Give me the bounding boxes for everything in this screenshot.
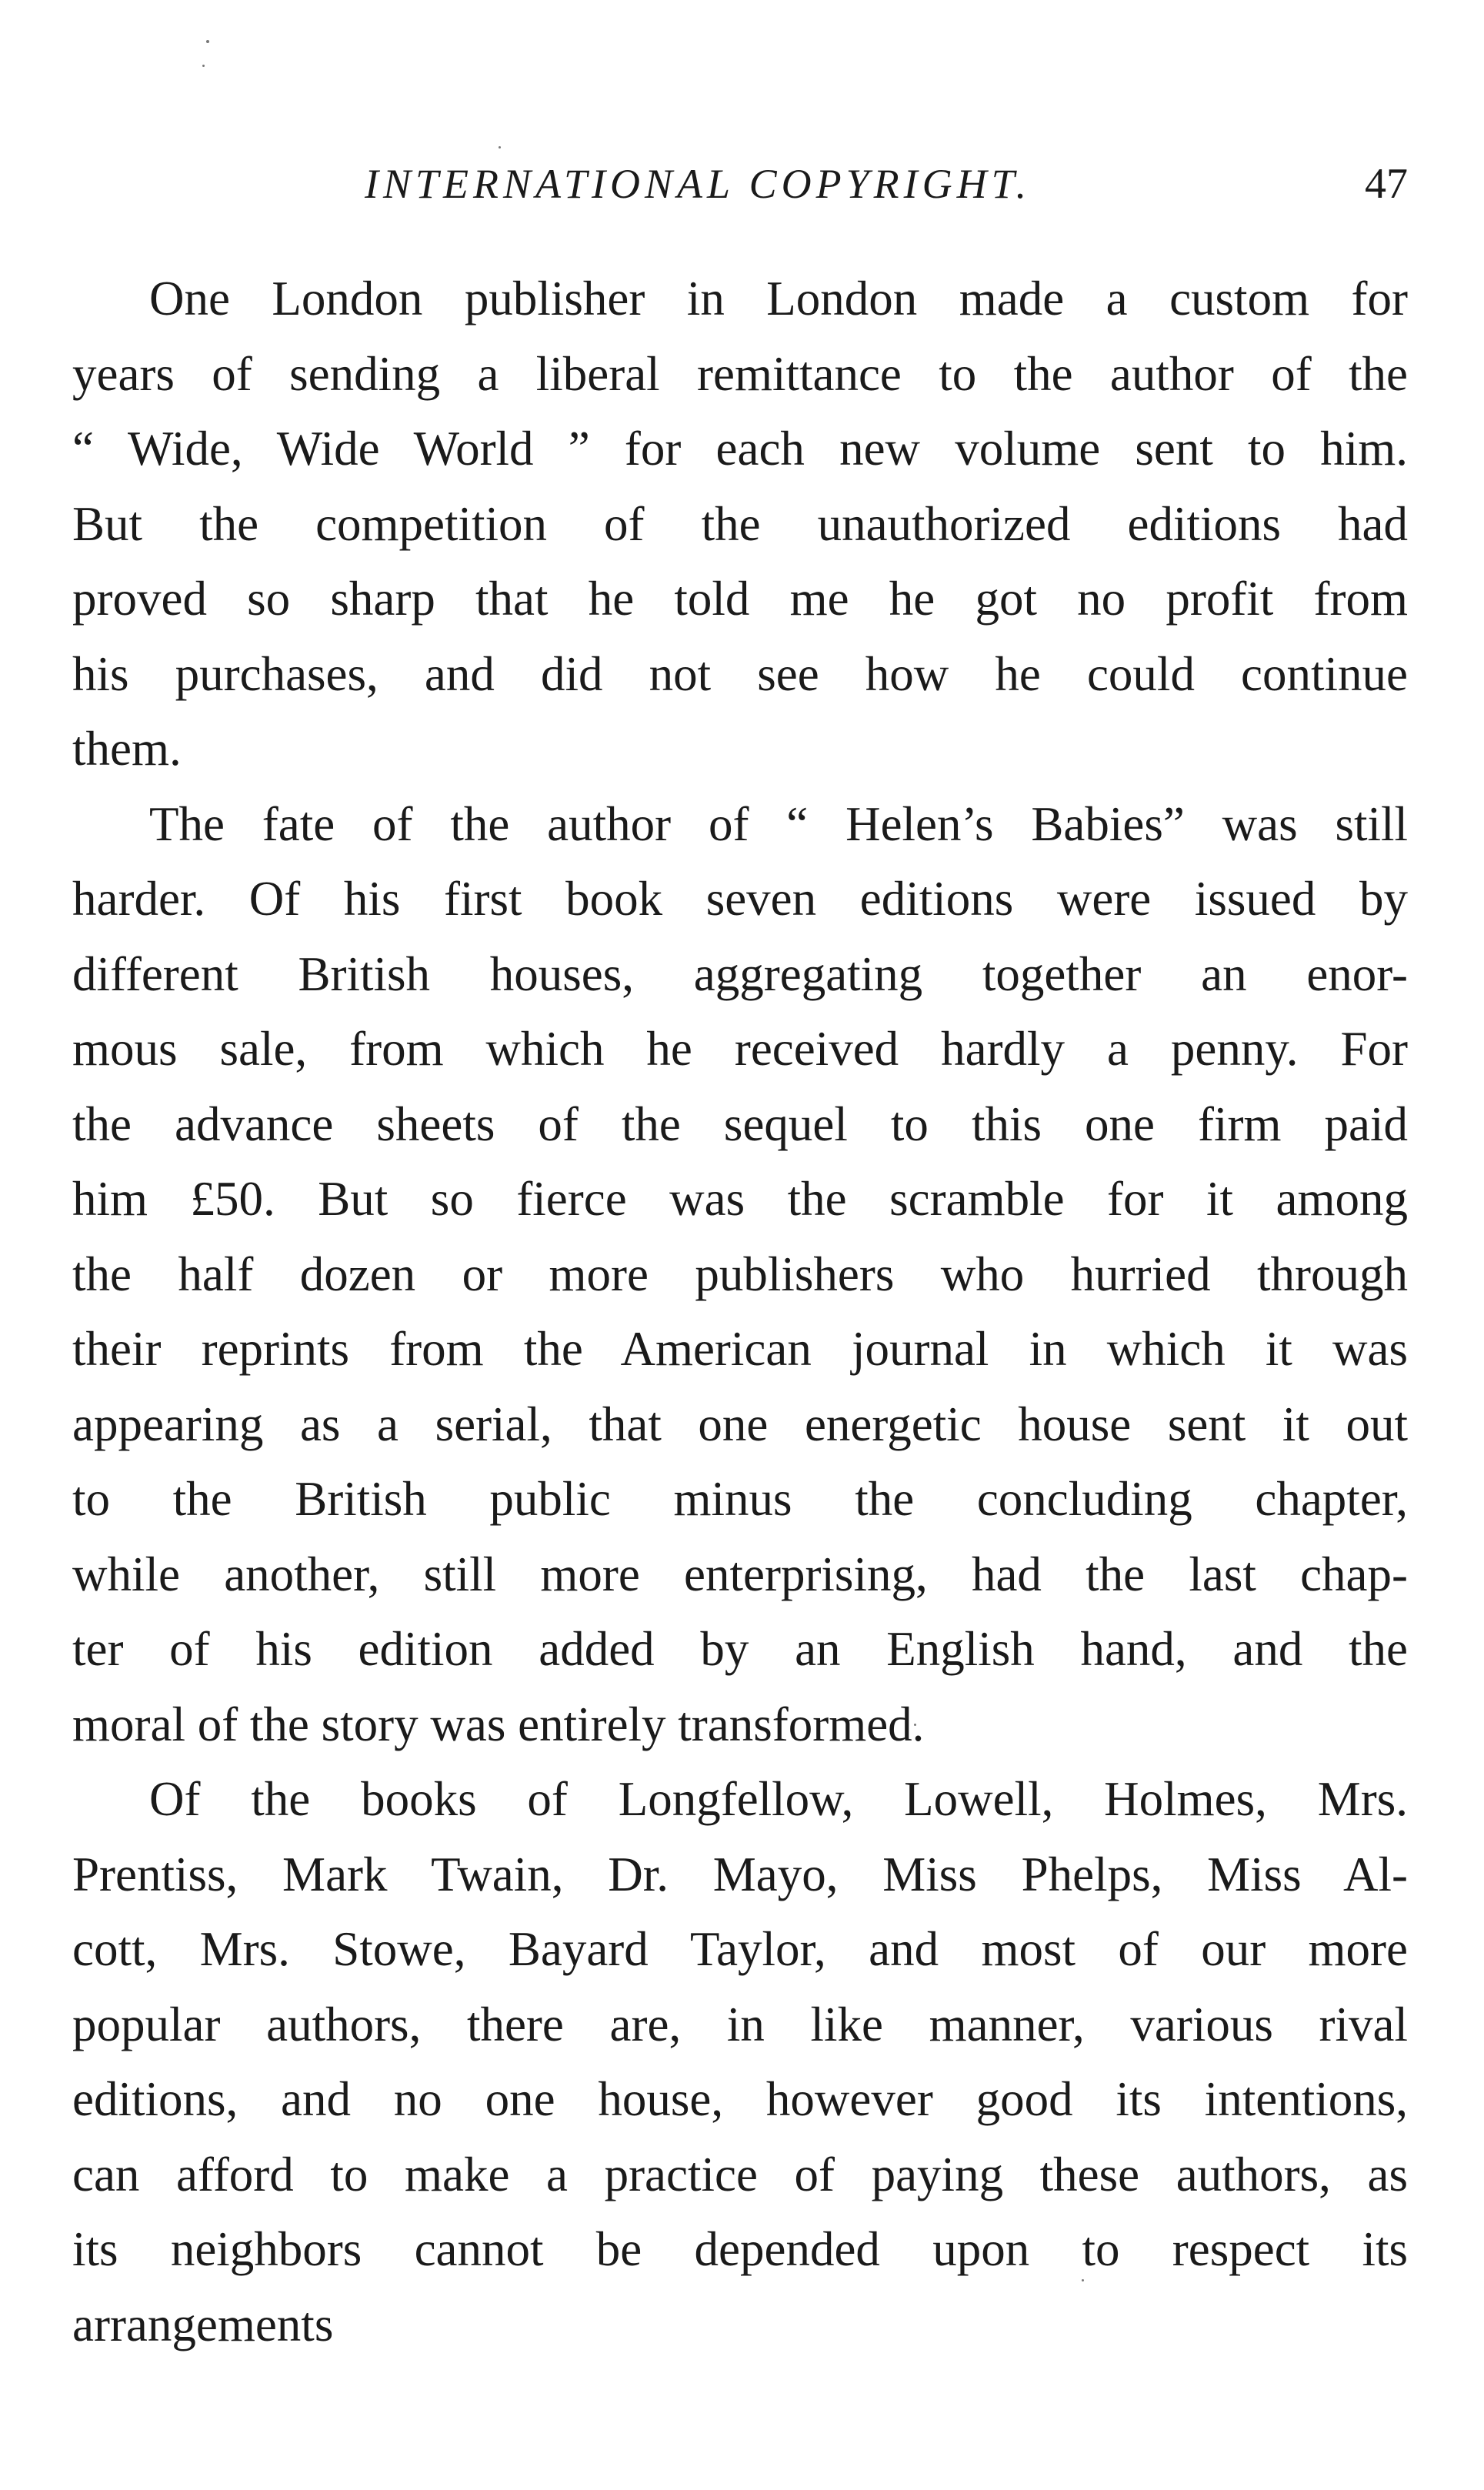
text-line: proved so sharp that he told me he got no profit from (72, 572, 1408, 626)
text-line: popular authors, there are, in like manner, various rival (72, 1997, 1408, 2051)
text-line: to the British public minus the concluding chapter, (72, 1472, 1408, 1526)
text-line: the half dozen or more publishers who hurried through (72, 1247, 1408, 1301)
text-line: years of sending a liberal remittance to the author of the (72, 346, 1408, 401)
text-line: mous sale, from which he received hardly a penny. For (72, 1022, 1408, 1076)
text-line: ter of his edition added by an English hand, and the (72, 1622, 1408, 1676)
text-line: him £50. But so fierce was the scramble for it among (72, 1172, 1408, 1226)
text-line: One London publisher in London made a custom for (149, 272, 1408, 325)
text-line: But the competition of the unauthorized editions had (72, 496, 1408, 551)
paper-speck (206, 40, 209, 43)
text-line: “ Wide, Wide World ” for each new volume sent to him. (72, 422, 1408, 476)
running-head (72, 146, 1408, 215)
text-line: Of the books of Longfellow, Lowell, Holmes, Mrs. (149, 1772, 1408, 1826)
text-line: them. (72, 722, 182, 776)
text-line: editions, and no one house, however good its intentions, (72, 2072, 1408, 2126)
page-number: 47 (1365, 160, 1408, 208)
text-line: Prentiss, Mark Twain, Dr. Mayo, Miss Phelps, Miss Al- (72, 1847, 1408, 1901)
text-line: their reprints from the American journal in which it was (72, 1322, 1408, 1376)
text-line: moral of the story was entirely transformed. (72, 1697, 925, 1751)
text-line: arrangements (72, 2297, 334, 2351)
text-line: its neighbors cannot be depended upon to respect its (72, 2222, 1408, 2276)
text-line: harder. Of his first book seven editions were issued by (72, 872, 1408, 926)
text-line: his purchases, and did not see how he could continue (72, 646, 1408, 701)
text-line: the advance sheets of the sequel to this one firm paid (72, 1096, 1408, 1151)
text-line: while another, still more enterprising, had the last chap- (72, 1547, 1408, 1601)
text-line: different British houses, aggregating together an enor- (72, 946, 1408, 1001)
body-text (72, 262, 1408, 2362)
text-line: appearing as a serial, that one energetic house sent it out (72, 1397, 1408, 1451)
paper-speck (202, 65, 205, 67)
running-title: INTERNATIONAL COPYRIGHT. (365, 161, 1032, 207)
text-line: cott, Mrs. Stowe, Bayard Taylor, and most of our more (72, 1922, 1408, 1976)
text-line: The fate of the author of “ Helen’s Babies” was still (149, 796, 1408, 851)
text-line: can afford to make a practice of paying these authors, as (72, 2147, 1408, 2201)
